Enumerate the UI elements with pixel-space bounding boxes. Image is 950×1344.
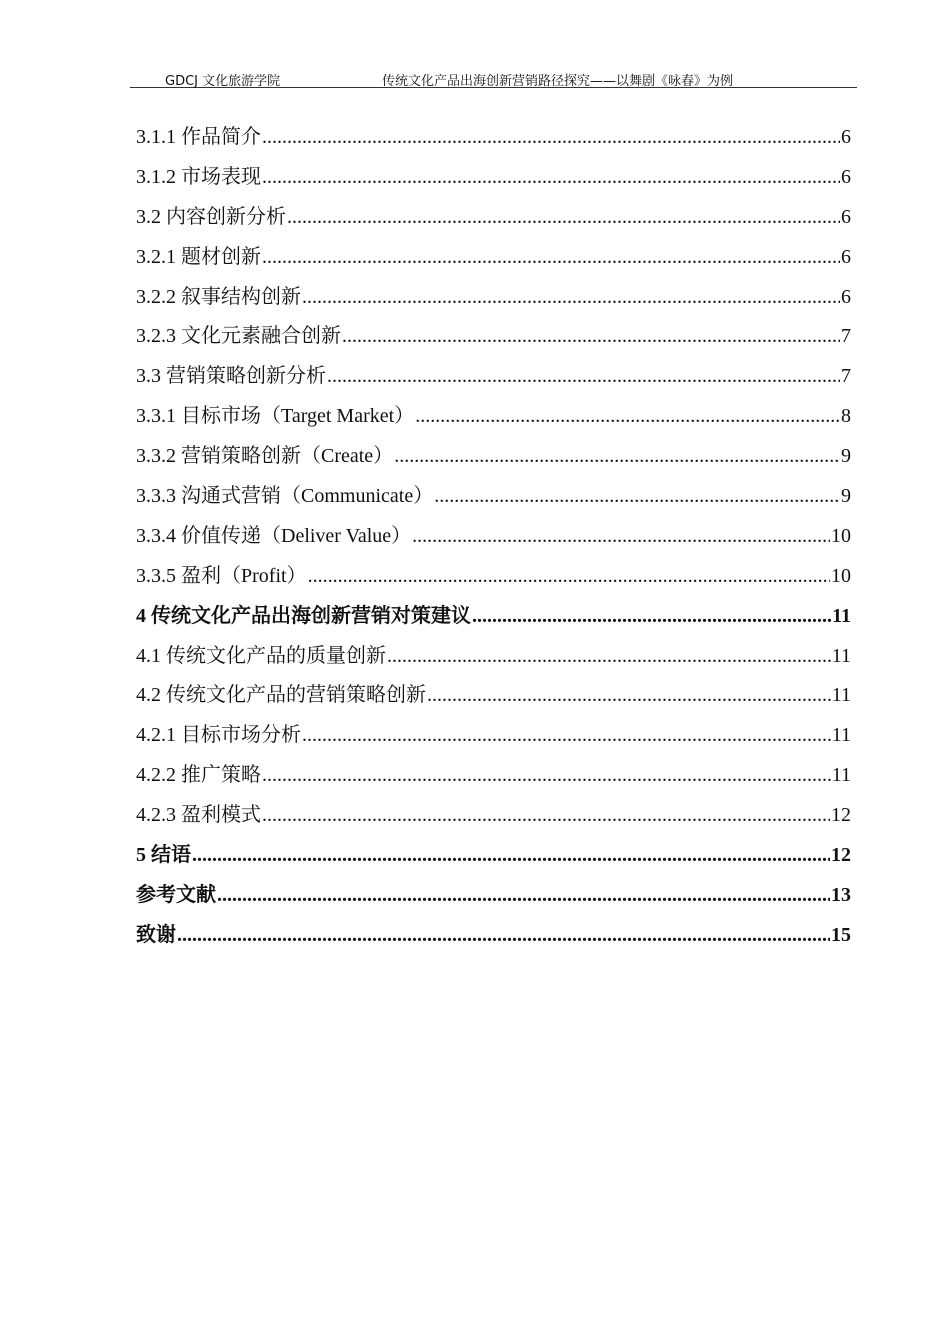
toc-entry-page: 11 xyxy=(831,644,851,667)
toc-entry-label: 4.2.3 盈利模式 xyxy=(136,804,261,827)
dot-leader xyxy=(262,123,840,151)
dot-leader xyxy=(342,322,840,350)
toc-entry-label: 致谢 xyxy=(136,923,176,946)
dot-leader xyxy=(308,562,830,590)
dot-leader xyxy=(302,721,831,749)
toc-entry-label: 3.2.3 文化元素融合创新 xyxy=(136,325,341,348)
page-header xyxy=(130,68,857,88)
toc-entry-page: 6 xyxy=(841,285,851,308)
dot-leader xyxy=(262,163,840,191)
dot-leader xyxy=(262,761,831,789)
toc-entry-page: 12 xyxy=(831,804,851,827)
header-title: 传统文化产品出海创新营销路径探究——以舞剧《咏春》为例 xyxy=(382,74,734,89)
toc-entry[interactable] xyxy=(136,283,851,323)
header-institution: GDCJ 文化旅游学院 xyxy=(165,74,281,89)
toc-entry[interactable] xyxy=(136,642,851,682)
dot-leader xyxy=(287,203,840,231)
toc-entry-page: 7 xyxy=(841,365,851,388)
toc-entry-page: 11 xyxy=(831,684,851,707)
toc-entry-page: 12 xyxy=(831,844,851,867)
dot-leader xyxy=(387,642,831,670)
toc-entry-page: 11 xyxy=(831,764,851,787)
dot-leader xyxy=(327,362,840,390)
toc-entry-page: 10 xyxy=(831,524,851,547)
toc-entry-label: 参考文献 xyxy=(136,883,216,906)
dot-leader xyxy=(472,602,831,630)
toc-entry-label: 5 结语 xyxy=(136,844,191,867)
toc-entry[interactable] xyxy=(136,243,851,283)
toc-entry-page: 9 xyxy=(841,485,851,508)
toc-entry-page: 13 xyxy=(831,883,851,906)
toc-entry-label: 3.2 内容创新分析 xyxy=(136,205,286,228)
toc-entry[interactable] xyxy=(136,362,851,402)
table-of-contents xyxy=(136,123,851,961)
toc-entry-label: 3.3.2 营销策略创新（Create） xyxy=(136,445,394,468)
toc-entry[interactable] xyxy=(136,841,851,881)
dot-leader xyxy=(427,681,831,709)
toc-entry[interactable] xyxy=(136,442,851,482)
toc-entry-page: 15 xyxy=(831,923,851,946)
dot-leader xyxy=(415,402,840,430)
toc-entry-label: 3.2.1 题材创新 xyxy=(136,245,261,268)
toc-entry[interactable] xyxy=(136,881,851,921)
toc-entry-label: 3.1.2 市场表现 xyxy=(136,165,261,188)
dot-leader xyxy=(412,522,830,550)
dot-leader xyxy=(262,243,840,271)
toc-entry-label: 3.3.4 价值传递（Deliver Value） xyxy=(136,524,412,547)
toc-entry-label: 3.3.3 沟通式营销（Communicate） xyxy=(136,485,434,508)
toc-entry-page: 6 xyxy=(841,245,851,268)
dot-leader xyxy=(434,482,840,510)
toc-entry[interactable] xyxy=(136,522,851,562)
toc-entry-label: 3.1.1 作品简介 xyxy=(136,126,261,148)
toc-entry-page: 6 xyxy=(841,126,851,148)
toc-entry-label: 4.2.1 目标市场分析 xyxy=(136,724,301,747)
toc-entry[interactable] xyxy=(136,322,851,362)
dot-leader xyxy=(262,801,830,829)
toc-entry-label: 4.2 传统文化产品的营销策略创新 xyxy=(136,684,426,707)
toc-entry-label: 3.3 营销策略创新分析 xyxy=(136,365,326,388)
dot-leader xyxy=(302,283,840,311)
toc-entry-page: 11 xyxy=(832,604,851,627)
toc-entry[interactable] xyxy=(136,482,851,522)
toc-entry[interactable] xyxy=(136,123,851,163)
toc-entry-page: 8 xyxy=(841,405,851,428)
toc-entry-page: 7 xyxy=(841,325,851,348)
toc-entry[interactable] xyxy=(136,562,851,602)
toc-entry[interactable] xyxy=(136,402,851,442)
toc-entry-label: 3.3.5 盈利（Profit） xyxy=(136,564,307,587)
dot-leader xyxy=(192,841,830,869)
toc-entry[interactable] xyxy=(136,681,851,721)
toc-entry[interactable] xyxy=(136,801,851,841)
toc-entry-label: 3.2.2 叙事结构创新 xyxy=(136,285,301,308)
toc-entry-page: 6 xyxy=(841,205,851,228)
toc-entry-label: 4.2.2 推广策略 xyxy=(136,764,261,787)
toc-entry-page: 11 xyxy=(831,724,851,747)
toc-entry[interactable] xyxy=(136,921,851,961)
toc-entry[interactable] xyxy=(136,761,851,801)
toc-entry-page: 9 xyxy=(841,445,851,468)
toc-entry-label: 4 传统文化产品出海创新营销对策建议 xyxy=(136,604,471,627)
toc-entry-page: 6 xyxy=(841,165,851,188)
toc-entry[interactable] xyxy=(136,721,851,761)
dot-leader xyxy=(394,442,840,470)
toc-entry-page: 10 xyxy=(831,564,851,587)
dot-leader xyxy=(217,881,830,909)
toc-entry-label: 3.3.1 目标市场（Target Market） xyxy=(136,405,415,428)
toc-entry[interactable] xyxy=(136,602,851,642)
toc-entry[interactable] xyxy=(136,163,851,203)
dot-leader xyxy=(177,921,830,949)
toc-entry-label: 4.1 传统文化产品的质量创新 xyxy=(136,644,386,667)
toc-entry[interactable] xyxy=(136,203,851,243)
